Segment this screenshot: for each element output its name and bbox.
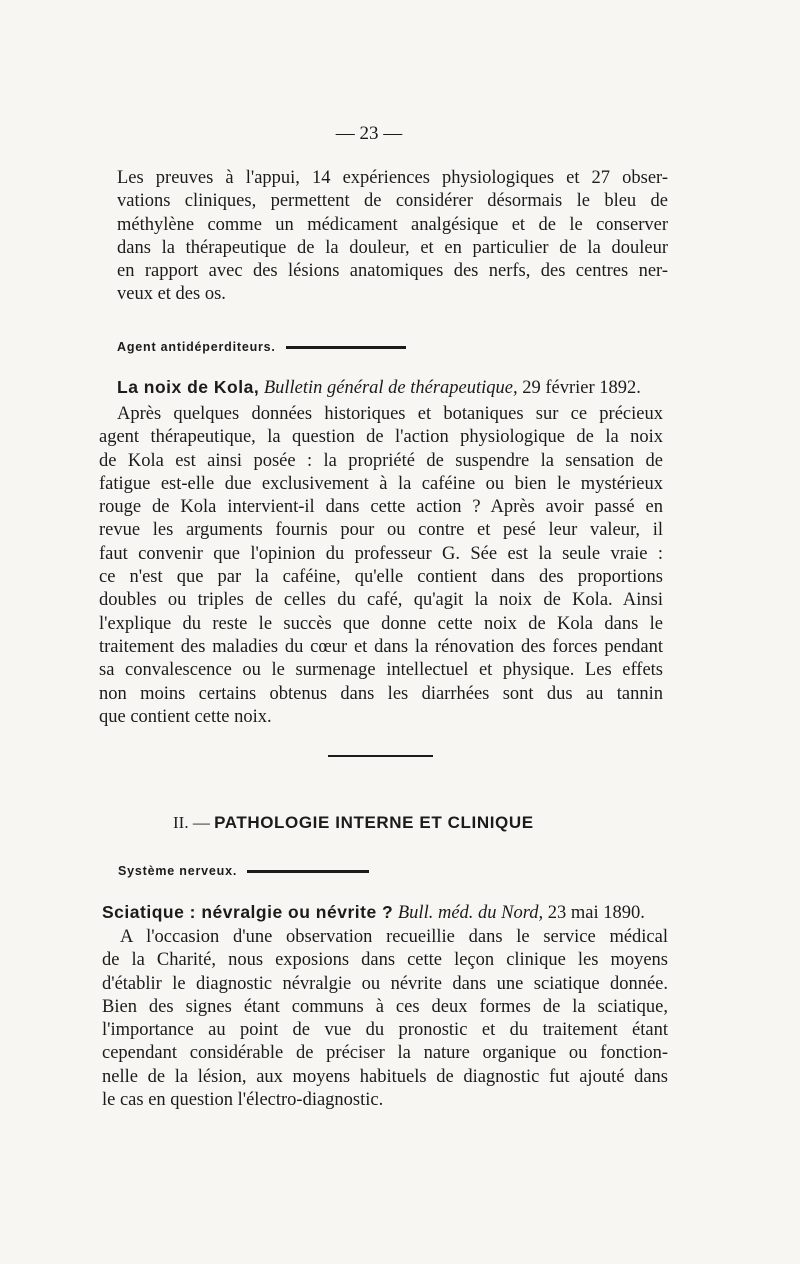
text-line: non moins certains obtenus dans les diarrhées sont dus au tannin	[99, 683, 663, 704]
text-line: l'explique du reste le succès que donne cette noix de Kola dans le	[99, 613, 663, 634]
text-line: cependant considérable de préciser la nature organique ou fonction-	[102, 1043, 668, 1064]
entry-heading	[117, 377, 641, 399]
text-line: agent thérapeutique, la question de l'action physiologique de la noix	[99, 427, 663, 448]
entry-body	[99, 403, 663, 729]
text-line: sa convalescence ou le surmenage intellectuel et physique. Les effets	[99, 660, 663, 681]
entry-source: Bull. méd. du Nord,	[397, 903, 544, 923]
text-line: Après quelques données historiques et botaniques sur ce précieux	[117, 404, 663, 424]
section-rule	[286, 346, 406, 349]
entry-title: La noix de Kola,	[117, 377, 260, 397]
text-line: revue les arguments fournis pour ou contre et pesé leur valeur, il	[99, 520, 663, 541]
text-line: doubles ou triples de celles du café, qu'agit la noix de Kola. Ainsi	[99, 590, 663, 611]
text-line: l'importance au point de vue du pronostic et du traitement étant	[102, 1020, 668, 1041]
text-line: faut convenir que l'opinion du professeur G. Sée est la seule vraie :	[99, 543, 663, 564]
text-line: fatigue est-elle due exclusivement à la caféine ou bien le mystérieux	[99, 473, 663, 494]
text-line: nelle de la lésion, aux moyens habituels de diagnostic fut ajouté dans	[102, 1066, 668, 1087]
section-label: Système nerveux.	[118, 864, 238, 878]
entry-date: 29 février 1892.	[522, 378, 641, 398]
text-line: en rapport avec des lésions anatomiques des nerfs, des centres ner-	[117, 261, 668, 282]
entry-title: Sciatique : névralgie ou névrite ?	[102, 902, 394, 922]
text-line: méthylène comme un médicament analgésique et de le conserver	[117, 214, 668, 235]
text-line: Bien des signes étant communs à ces deux formes de la sciatique,	[102, 996, 668, 1017]
text-line: veux et des os.	[117, 284, 226, 305]
entry-date: 23 mai 1890.	[547, 903, 645, 923]
entry-source: Bulletin général de thérapeutique,	[263, 378, 518, 398]
text-line: le cas en question l'électro-diagnostic.	[102, 1090, 384, 1111]
text-line: rouge de Kola intervient-il dans cette action ? Après avoir passé en	[99, 497, 663, 518]
entry-body	[102, 926, 668, 1112]
text-line: que contient cette noix.	[99, 706, 272, 727]
text-line: Les preuves à l'appui, 14 expériences physiologiques et 27 obser-	[117, 168, 668, 188]
text-line: A l'occasion d'une observation recueillie dans le service médical	[120, 927, 668, 947]
text-line: vations cliniques, permettent de considérer désormais le bleu de	[117, 191, 668, 212]
chapter-title: PATHOLOGIE INTERNE ET CLINIQUE	[214, 813, 534, 832]
chapter-heading	[173, 813, 534, 833]
section-heading	[117, 340, 406, 354]
text-line: de la Charité, nous exposions dans cette leçon clinique les moyens	[102, 950, 668, 971]
chapter-number: II. —	[173, 813, 210, 832]
text-line: traitement des maladies du cœur et dans la rénovation des forces pendant	[99, 636, 663, 657]
text-line: d'établir le diagnostic névralgie ou névrite dans une sciatique donnée.	[102, 973, 668, 994]
text-line: de Kola est ainsi posée : la propriété de suspendre la sensation de	[99, 450, 663, 471]
section-label: Agent antidéperditeurs.	[117, 340, 276, 354]
text-line: dans la thérapeutique de la douleur, et en particulier de la douleur	[117, 237, 668, 258]
section-heading	[118, 864, 369, 878]
section-divider	[328, 755, 433, 757]
page-number: — 23 —	[335, 123, 403, 144]
text-line: ce n'est que par la caféine, qu'elle contient dans des proportions	[99, 567, 663, 588]
intro-paragraph	[117, 167, 668, 307]
entry-heading	[102, 902, 645, 924]
section-rule	[247, 870, 369, 873]
